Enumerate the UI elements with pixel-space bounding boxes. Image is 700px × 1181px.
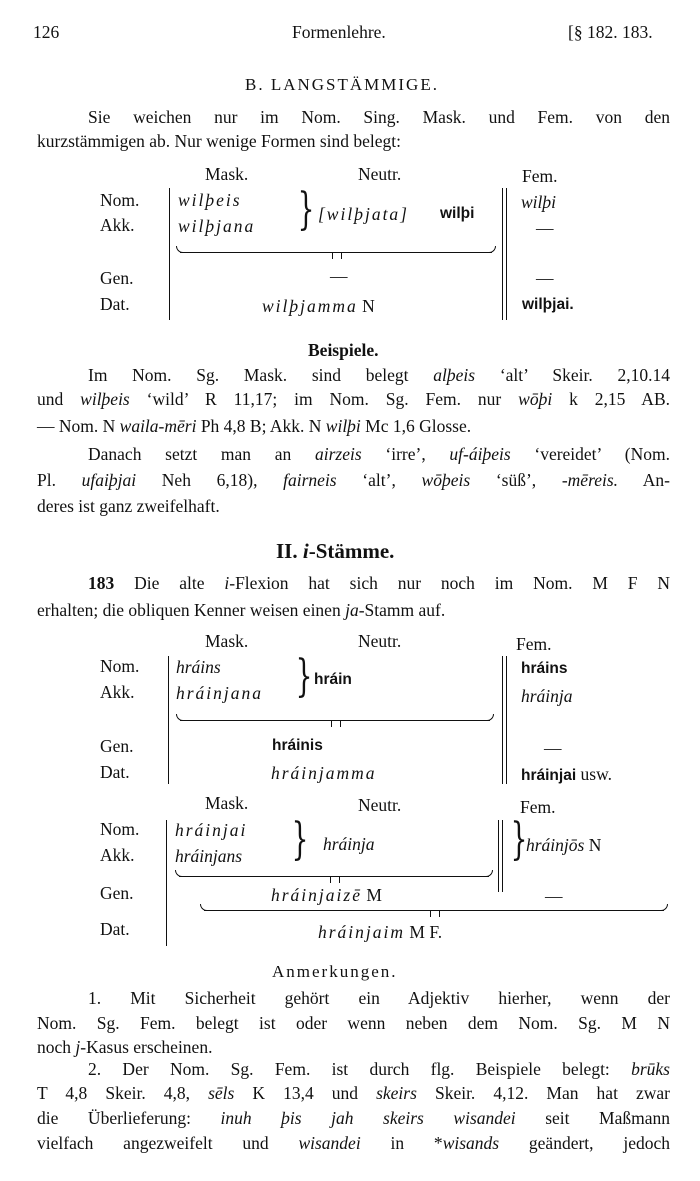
table-rule-right-a: [502, 188, 503, 320]
form-dat-shared: hráinjamma: [271, 763, 377, 783]
underbrace: [180, 244, 492, 253]
form-dat-mask: wilþjamma N: [262, 296, 375, 316]
anmerkung-1-line-2: Nom. Sg. Fem. belegt ist oder wenn neben dem Nom. Sg. M N: [37, 1013, 670, 1033]
form-neutr: hráinja: [323, 834, 375, 854]
form-akk-fem: hráinja: [521, 686, 573, 706]
form-dat-fem: hráinjai usw.: [521, 764, 612, 784]
row-label-gen: Gen.: [100, 268, 134, 288]
form-nom-fem: hráins: [521, 660, 568, 677]
running-title: Formenlehre.: [292, 22, 386, 42]
page-number: 126: [33, 22, 60, 42]
right-brace: }: [510, 814, 528, 865]
section-b-intro-line-1: Sie weichen nur im Nom. Sing. Mask. und Fem. von den: [88, 107, 670, 127]
column-header-mask: Mask.: [205, 164, 249, 184]
row-label-akk: Akk.: [100, 845, 135, 865]
form-dat-shared: hráinjaim M F.: [318, 922, 443, 942]
row-label-dat: Dat.: [100, 294, 130, 314]
underbrace: [180, 712, 490, 721]
column-header-neutr: Neutr.: [358, 795, 402, 815]
anmerkungen-title: Anmerkungen.: [272, 962, 398, 981]
row-label-dat: Dat.: [100, 762, 130, 782]
table-rule-right-b: [502, 820, 503, 892]
form-gen-shared: hráinis: [272, 737, 323, 754]
section-ii-line-2: erhalten; die obliquen Kenner weisen einen ja-Stamm auf.: [37, 600, 446, 620]
form-akk-mask: hráinjans: [175, 846, 243, 866]
form-neutr: hráin: [314, 671, 352, 688]
form-gen-shared: hráinjaizē M: [271, 885, 382, 905]
underbrace-wide: [204, 902, 664, 911]
form-gen-fem: —: [536, 268, 554, 288]
form-akk-mask: hráinjana: [176, 683, 264, 703]
row-label-nom: Nom.: [100, 656, 140, 676]
column-header-fem: Fem.: [522, 166, 558, 186]
form-gen-fem: —: [545, 886, 563, 906]
form-gen-mask: —: [330, 266, 348, 286]
form-neutr-plain: wilþi: [440, 205, 475, 222]
anmerkung-2-line-3: die Überlieferung: inuh þis jah skeirs wisandei seit Maßmann: [37, 1108, 671, 1128]
column-header-fem: Fem.: [516, 634, 552, 654]
row-label-akk: Akk.: [100, 215, 135, 235]
table-rule-left: [166, 820, 167, 946]
row-label-nom: Nom.: [100, 190, 140, 210]
column-header-mask: Mask.: [205, 631, 249, 651]
right-brace: }: [295, 651, 313, 702]
beispiele-title: Beispiele.: [308, 340, 379, 360]
table-rule-right-a: [502, 656, 503, 784]
form-gen-fem: —: [544, 738, 562, 758]
table-rule-left: [169, 188, 170, 320]
row-label-dat: Dat.: [100, 919, 130, 939]
section-ii-line-1: 183 Die alte i-Flexion hat sich nur noch im Nom. M F N: [88, 573, 671, 593]
beispiele-line-1: Im Nom. Sg. Mask. sind belegt alþeis ‘alt’ Skeir. 2,10.14: [88, 365, 670, 385]
column-header-neutr: Neutr.: [358, 164, 402, 184]
form-akk-mask: wilþjana: [178, 216, 256, 236]
column-header-fem: Fem.: [520, 797, 556, 817]
anmerkung-1-line-1: 1. Mit Sicherheit gehört ein Adjektiv hierher, wenn der: [88, 988, 670, 1008]
form-neutr-bracketed: [wilþjata]: [318, 204, 409, 224]
beispiele-line-4: Danach setzt man an airzeis ‘irre’, uf-áiþeis ‘vereidet’ (Nom.: [88, 444, 670, 464]
section-ii-title: II. i-Stämme.: [276, 539, 395, 563]
form-nom-mask: wilþeis: [178, 190, 242, 210]
section-reference: [§ 182. 183.: [568, 22, 653, 42]
section-b-intro-line-2: kurzstämmigen ab. Nur wenige Formen sind belegt:: [37, 131, 402, 151]
row-label-nom: Nom.: [100, 819, 140, 839]
form-nom-fem: wilþi: [521, 192, 557, 212]
form-akk-fem: —: [536, 218, 554, 238]
beispiele-line-2: und wilþeis ‘wild’ R 11,17; im Nom. Sg. Fem. nur wōþi k 2,15 AB.: [37, 389, 670, 409]
anmerkung-2-line-1: 2. Der Nom. Sg. Fem. ist durch flg. Beispiele belegt: brūks: [88, 1059, 670, 1079]
row-label-gen: Gen.: [100, 883, 134, 903]
right-brace: }: [297, 184, 315, 235]
beispiele-line-5: Pl. ufaiþjai Neh 6,18), fairneis ‘alt’, wōþeis ‘süß’, -mēreis. An-: [37, 470, 670, 490]
row-label-gen: Gen.: [100, 736, 134, 756]
beispiele-line-3: — Nom. N waila-mēri Ph 4,8 B; Akk. N wilþi Mc 1,6 Glosse.: [37, 416, 472, 436]
form-nom-mask: hráins: [176, 657, 221, 677]
row-label-akk: Akk.: [100, 682, 135, 702]
table-rule-left: [168, 656, 169, 784]
anmerkung-1-line-3: noch j-Kasus erscheinen.: [37, 1037, 213, 1057]
anmerkung-2-line-2: T 4,8 Skeir. 4,8, sēls K 13,4 und skeirs Skeir. 4,12. Man hat zwar: [37, 1083, 670, 1103]
right-brace: }: [291, 814, 309, 865]
underbrace: [179, 868, 489, 877]
column-header-mask: Mask.: [205, 793, 249, 813]
section-b-title: B. LANGSTÄMMIGE.: [245, 75, 439, 94]
column-header-neutr: Neutr.: [358, 631, 402, 651]
form-dat-fem: wilþjai.: [522, 296, 574, 313]
form-fem: hráinjōs N: [526, 835, 602, 855]
anmerkung-2-line-4: vielfach angezweifelt und wisandei in *wisands geändert, jedoch: [37, 1133, 670, 1153]
table-rule-right-b: [506, 188, 507, 320]
beispiele-line-6: deres ist ganz zweifelhaft.: [37, 496, 220, 516]
table-rule-right-a: [498, 820, 499, 892]
form-nom-mask: hráinjai: [175, 820, 248, 840]
table-rule-right-b: [506, 656, 507, 784]
